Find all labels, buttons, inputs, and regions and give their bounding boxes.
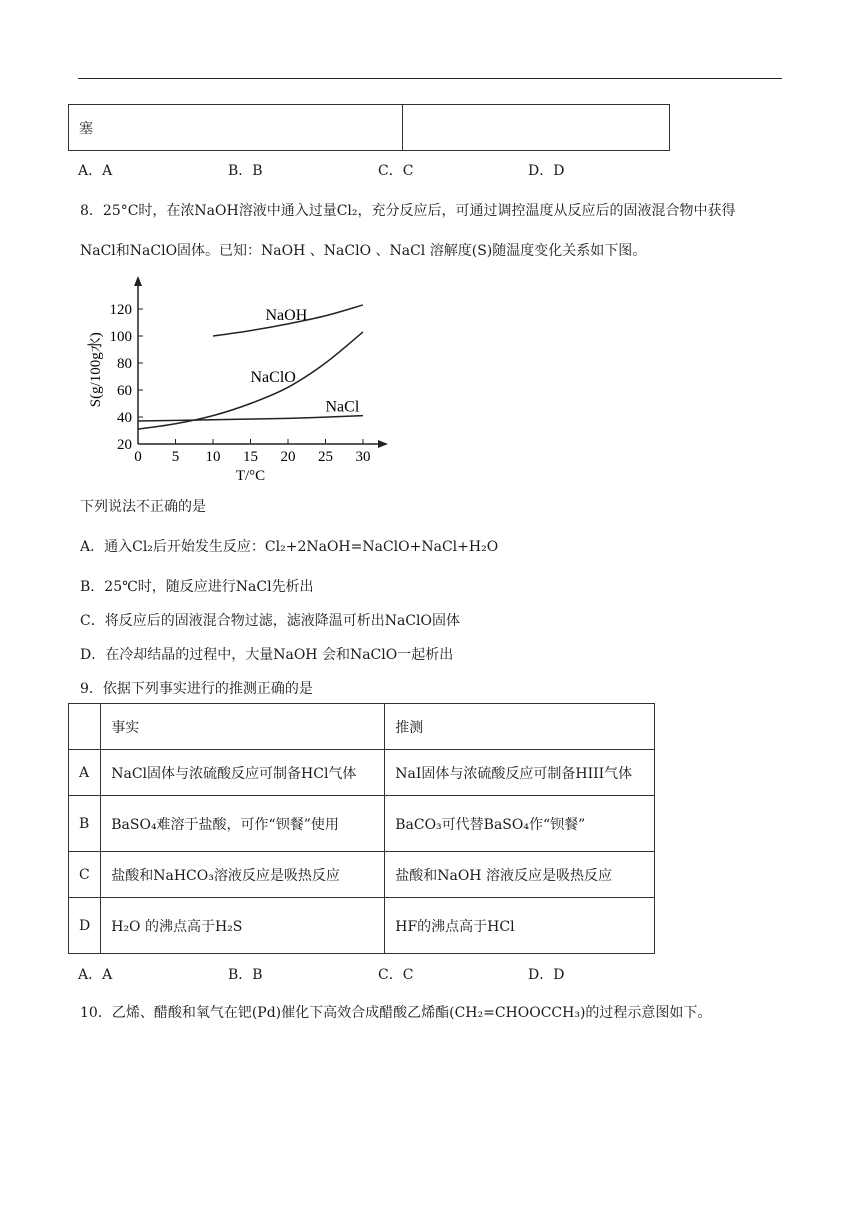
q7-option-c: C．C [378, 163, 414, 179]
series-label-nacl: NaCl [325, 398, 360, 416]
y-tick-label: 60 [117, 383, 132, 399]
q9-row-label: D [69, 898, 101, 954]
q9-header-inference: 推测 [385, 704, 655, 750]
q7-option-b: B．B [228, 163, 263, 179]
table-row [69, 852, 655, 898]
q9-header-row [69, 704, 655, 750]
q9-inference-cell: NaI固体与浓硫酸反应可制备HIII气体 [385, 750, 655, 796]
top-table-cell-right [403, 105, 670, 151]
x-tick-label: 0 [134, 449, 142, 465]
solubility-chart [78, 272, 408, 490]
q7-option-a: A．A [78, 163, 113, 179]
q9-option-d: D．D [528, 967, 565, 983]
q8-option-a: A．通入Cl₂后开始发生反应：Cl₂+2NaOH=NaClO+NaCl+H₂O [80, 539, 499, 555]
x-tick-label: 5 [171, 449, 180, 465]
series-label-naoh: NaOH [265, 306, 308, 324]
x-axis-label: T/°C [235, 468, 266, 484]
q9-fact-cell: 盐酸和NaHCO₃溶液反应是吸热反应 [101, 852, 385, 898]
x-tick-label: 15 [243, 449, 258, 465]
q9-option-b: B．B [228, 967, 263, 983]
q8-option-b: B．25℃时，随反应进行NaCl先析出 [80, 579, 314, 595]
table-row [69, 898, 655, 954]
q9-fact-cell: NaCl固体与浓硫酸反应可制备HCl气体 [101, 750, 385, 796]
q9-row-label: A [69, 750, 101, 796]
table-row [69, 796, 655, 852]
header-rule [78, 78, 782, 79]
q10-stem: 10．乙烯、醋酸和氧气在钯(Pd)催化下高效合成醋酸乙烯酯(CH₂=CHOOCCH₃)的过程示意图如下。 [80, 1005, 712, 1021]
q8-stem-line1: 8．25°C时，在浓NaOH溶液中通入过量Cl₂，充分反应后，可通过调控温度从反应后的固液混合物中获得 [80, 203, 736, 219]
q8-option-c: C．将反应后的固液混合物过滤，滤液降温可析出NaClO固体 [80, 613, 460, 629]
q9-inference-cell: HF的沸点高于HCl [385, 898, 655, 954]
x-tick-label: 20 [280, 449, 296, 465]
x-tick-label: 25 [318, 449, 333, 465]
top-table-fragment [68, 104, 670, 151]
y-tick-label: 40 [117, 410, 132, 426]
q9-title: 9．依据下列事实进行的推测正确的是 [80, 681, 313, 697]
q9-table [68, 703, 655, 954]
q9-option-a: A．A [78, 967, 113, 983]
top-table-cell-left: 塞 [69, 105, 403, 151]
table-row [69, 750, 655, 796]
q9-row-label: B [69, 796, 101, 852]
q8-stem-line2: NaCl和NaClO固体。已知：NaOH 、NaClO 、NaCl 溶解度(S)随温度变化关系如下图。 [80, 243, 647, 259]
x-tick-label: 10 [205, 449, 221, 465]
series-line-nacl [138, 416, 363, 421]
q8-option-d: D．在冷却结晶的过程中，大量NaOH 会和NaClO一起析出 [80, 647, 454, 663]
q9-fact-cell: BaSO₄难溶于盐酸，可作“钡餐”使用 [101, 796, 385, 852]
y-tick-label: 120 [109, 302, 132, 318]
y-axis-label: S(g/100g水) [88, 332, 104, 408]
series-label-naclo: NaClO [250, 368, 296, 386]
x-tick-label: 30 [355, 449, 371, 465]
y-tick-label: 100 [109, 329, 132, 345]
q9-fact-cell: H₂O 的沸点高于H₂S [101, 898, 385, 954]
q9-inference-cell: 盐酸和NaOH 溶液反应是吸热反应 [385, 852, 655, 898]
q9-option-c: C．C [378, 967, 414, 983]
q9-row-label: C [69, 852, 101, 898]
y-axis-arrow [134, 276, 142, 286]
y-tick-label: 80 [117, 356, 132, 372]
q9-inference-cell: BaCO₃可代替BaSO₄作“钡餐” [385, 796, 655, 852]
y-tick-label: 20 [117, 437, 132, 453]
q9-header-fact: 事实 [101, 704, 385, 750]
q7-option-d: D．D [528, 163, 565, 179]
q9-header-label [69, 704, 101, 750]
q8-question: 下列说法不正确的是 [80, 499, 206, 515]
x-axis-arrow [378, 440, 388, 448]
